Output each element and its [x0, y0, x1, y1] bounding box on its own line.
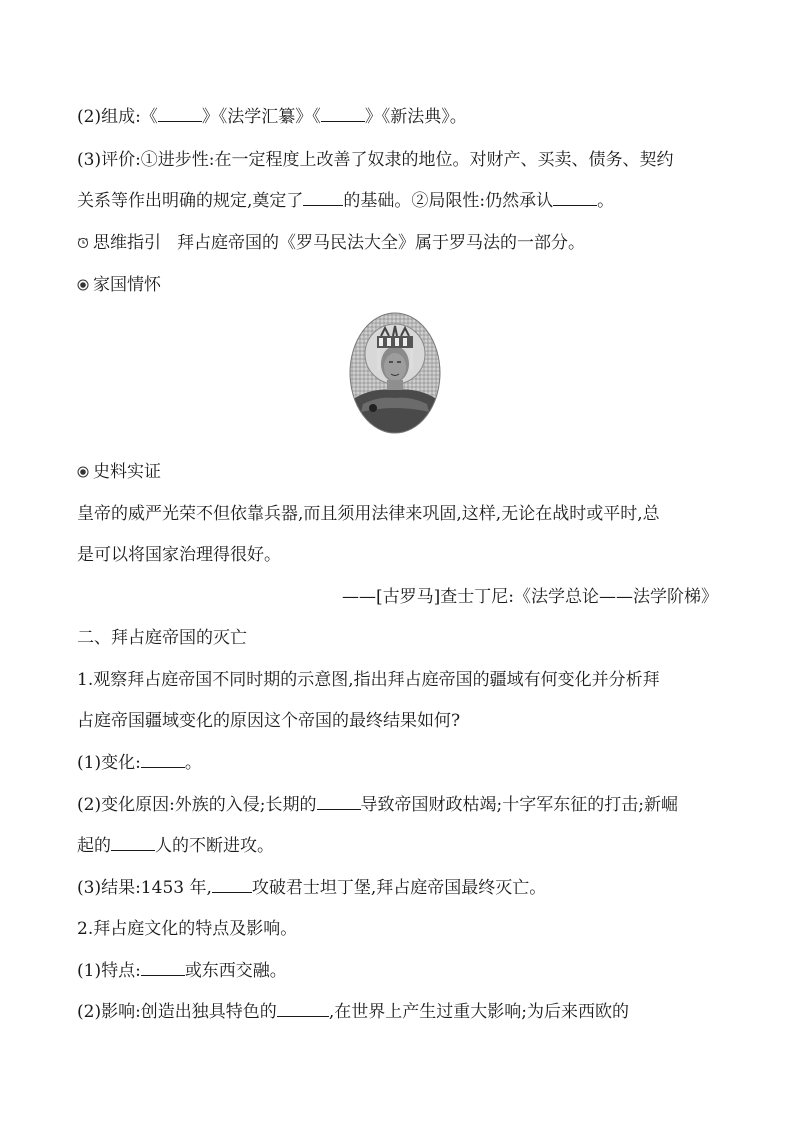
answer-blank[interactable] [212, 878, 252, 893]
evaluation-line: (3)评价:①进步性:在一定程度上改善了奴隶的地位。对财产、买卖、债务、契约 [77, 150, 674, 170]
reason-line [77, 794, 720, 816]
composition-line [77, 106, 720, 128]
answer-blank[interactable] [303, 191, 343, 206]
reason-text: 起的 [77, 836, 111, 856]
bullseye-icon [77, 275, 89, 287]
composition-mid: 》《法学汇纂》《 [201, 107, 321, 127]
influence-line [77, 1001, 720, 1023]
heading-historical-evidence [77, 461, 720, 483]
evaluation-text: 。 [597, 191, 615, 211]
composition-prefix: (2)组成:《 [77, 107, 158, 127]
answer-blank[interactable] [321, 107, 365, 122]
evaluation-text: 的基础。②局限性:仍然承认 [343, 191, 554, 211]
answer-blank[interactable] [141, 961, 185, 976]
quote-line: 皇帝的威严光荣不但依靠兵器,而且须用法律来巩固,这样,无论在战时或平时,总 [77, 504, 660, 524]
heading-text: 史料实证 [93, 462, 161, 482]
bullseye-icon [77, 462, 89, 474]
question-line: 1.观察拜占庭帝国不同时期的示意图,指出拜占庭帝国的疆域有何变化并分析拜 [77, 670, 660, 690]
quote-line: 是可以将国家治理得很好。 [77, 545, 281, 565]
result-text: 攻破君士坦丁堡,拜占庭帝国最终灭亡。 [251, 878, 547, 898]
change-line [77, 752, 720, 774]
composition-suffix: 》《新法典》。 [364, 107, 467, 127]
answer-blank[interactable] [553, 191, 597, 206]
heading-text: 家国情怀 [93, 275, 161, 295]
guide-label: 思维指引 [93, 233, 161, 253]
section-heading: 二、拜占庭帝国的灭亡 [77, 628, 247, 648]
influence-text: (2)影响:创造出独具特色的 [77, 1002, 277, 1022]
answer-blank[interactable] [277, 1002, 329, 1017]
feature-line [77, 960, 720, 982]
reason-line-2 [77, 835, 720, 857]
guide-text: 拜占庭帝国的《罗马民法大全》属于罗马法的一部分。 [177, 233, 585, 253]
influence-text: ,在世界上产生过重大影响;为后来西欧的 [328, 1002, 629, 1022]
evaluation-line-2 [77, 190, 720, 212]
question-line: 2.拜占庭文化的特点及影响。 [77, 919, 298, 939]
guide-line [77, 232, 720, 254]
change-text: (1)变化: [77, 753, 141, 773]
clock-icon [77, 233, 89, 245]
question-line: 占庭帝国疆域变化的原因这个帝国的最终结果如何? [77, 711, 461, 731]
reason-text: 导致帝国财政枯竭;十字军东征的打击;新崛 [360, 795, 679, 815]
justinian-portrait [349, 312, 441, 434]
evaluation-text: 关系等作出明确的规定,奠定了 [77, 191, 304, 211]
answer-blank[interactable] [111, 836, 155, 851]
reason-text: (2)变化原因:外族的入侵;长期的 [77, 795, 317, 815]
feature-text: (1)特点: [77, 961, 141, 981]
answer-blank[interactable] [317, 795, 361, 810]
result-text: (3)结果:1453 年, [77, 878, 212, 898]
feature-text: 或东西交融。 [184, 961, 287, 981]
heading-patriotism [77, 274, 720, 296]
answer-blank[interactable] [141, 753, 185, 768]
reason-text: 人的不断进攻。 [155, 836, 274, 856]
change-text: 。 [184, 753, 202, 773]
answer-blank[interactable] [158, 107, 202, 122]
quote-source: ——[古罗马]查士丁尼:《法学总论——法学阶梯》 [342, 587, 718, 607]
result-line [77, 877, 720, 899]
